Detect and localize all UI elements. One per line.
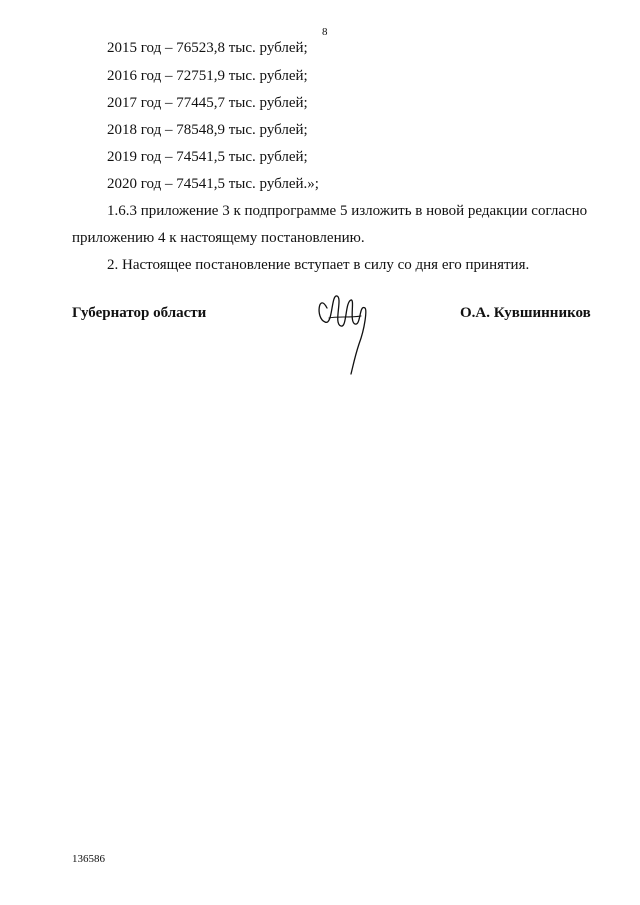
year-line-2020: 2020 год – 74541,5 тыс. рублей.»; xyxy=(107,176,319,192)
handwritten-signature xyxy=(315,288,385,378)
signatory-name: О.А. Кувшинников xyxy=(460,305,591,321)
year-line-2019: 2019 год – 74541,5 тыс. рублей; xyxy=(107,149,308,165)
page-number: 8 xyxy=(322,26,328,38)
year-line-2015: 2015 год – 76523,8 тыс. рублей; xyxy=(107,40,308,56)
year-line-2018: 2018 год – 78548,9 тыс. рублей; xyxy=(107,122,308,138)
clause-1-6-3-line1: 1.6.3 приложение 3 к подпрограмме 5 изложить в новой редакции согласно xyxy=(107,203,588,219)
year-line-2016: 2016 год – 72751,9 тыс. рублей; xyxy=(107,68,308,84)
clause-2: 2. Настоящее постановление вступает в силу со дня его принятия. xyxy=(107,257,530,273)
year-line-2017: 2017 год – 77445,7 тыс. рублей; xyxy=(107,95,308,111)
signatory-title: Губернатор области xyxy=(72,305,207,321)
document-id: 136586 xyxy=(72,853,105,865)
clause-1-6-3-line2: приложению 4 к настоящему постановлению. xyxy=(72,230,365,246)
